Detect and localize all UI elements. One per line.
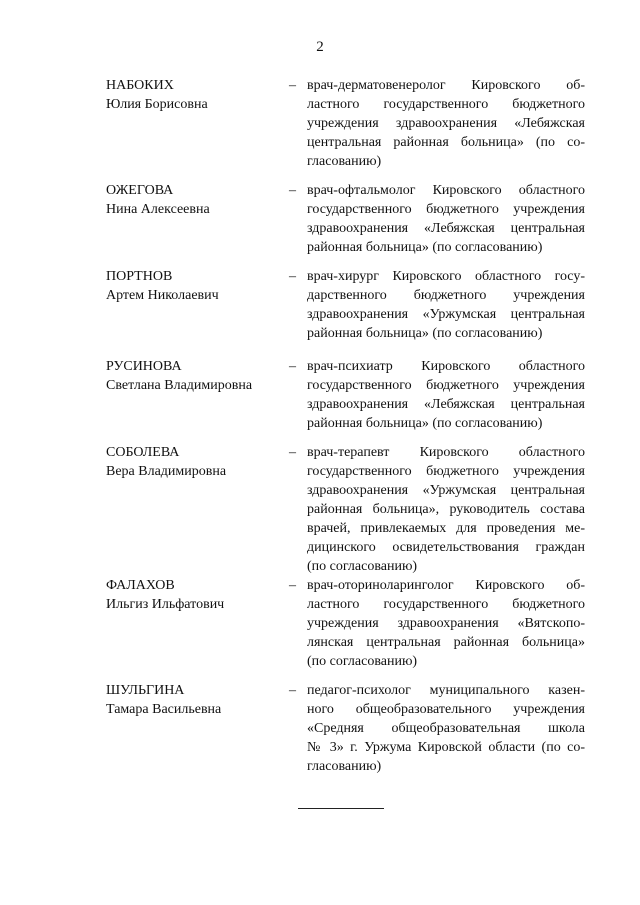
role-line: учреждения здравоохранения «Вятскопо- [307, 616, 585, 631]
role-line: гласованию) [307, 759, 382, 774]
role-line: педагог-психолог муниципального казен- [307, 683, 585, 698]
role-line: ного общеобразовательного учреждения [307, 702, 585, 717]
member-name [106, 357, 276, 395]
member-given-name: Вера Владимировна [106, 464, 227, 479]
role-line: врач-хирург Кировского областного госу- [307, 269, 585, 284]
member-role [307, 181, 585, 257]
role-line: районная больница» (по согласованию) [307, 240, 543, 255]
member-name [106, 267, 276, 305]
role-line: дарственного бюджетного учреждения [307, 288, 585, 303]
role-line: гласованию) [307, 154, 382, 169]
role-line: районная больница» (по согласованию) [307, 326, 543, 341]
dash-separator: – [289, 445, 296, 460]
role-line: здравоохранения «Уржумская центральная [307, 307, 585, 322]
member-surname: ПОРТНОВ [106, 269, 173, 284]
dash-separator: – [289, 78, 296, 93]
role-line: районная больница» (по согласованию) [307, 416, 543, 431]
role-line: врач-дерматовенеролог Кировского об- [307, 78, 585, 93]
role-line: врач-оториноларинголог Кировского об- [307, 578, 585, 593]
role-line: государственного бюджетного учреждения [307, 464, 585, 479]
member-surname: ШУЛЬГИНА [106, 683, 185, 698]
role-line: врачей, привлекаемых для проведения ме- [307, 521, 585, 536]
member-given-name: Светлана Владимировна [106, 378, 253, 393]
member-role [307, 267, 585, 343]
member-role [307, 681, 585, 776]
role-line: № 3» г. Уржума Кировской области (по со- [307, 740, 585, 755]
role-line: государственного бюджетного учреждения [307, 378, 585, 393]
member-given-name: Нина Алексеевна [106, 202, 210, 217]
member-role [307, 576, 585, 671]
role-line: ластного государственного бюджетного [307, 97, 585, 112]
role-line: (по согласованию) [307, 559, 418, 574]
role-line: центральная районная больница» (по со- [307, 135, 585, 150]
dash-separator: – [289, 359, 296, 374]
role-line: здравоохранения «Лебяжская центральная [307, 397, 585, 412]
member-name [106, 576, 276, 614]
dash-separator: – [289, 183, 296, 198]
member-role [307, 76, 585, 171]
role-line: дицинского освидетельствования граждан [307, 540, 585, 555]
role-line: врач-офтальмолог Кировского областного [307, 183, 585, 198]
dash-separator: – [289, 683, 296, 698]
role-line: государственного бюджетного учреждения [307, 202, 585, 217]
role-line: (по согласованию) [307, 654, 418, 669]
member-role [307, 443, 585, 576]
footer-divider [298, 808, 384, 809]
role-line: «Средняя общеобразовательная школа [307, 721, 585, 736]
role-line: учреждения здравоохранения «Лебяжская [307, 116, 585, 131]
member-name [106, 443, 276, 481]
member-surname: РУСИНОВА [106, 359, 182, 374]
dash-separator: – [289, 269, 296, 284]
member-given-name: Артем Николаевич [106, 288, 219, 303]
member-given-name: Ильгиз Ильфатович [106, 597, 225, 612]
role-line: здравоохранения «Лебяжская центральная [307, 221, 585, 236]
member-name [106, 181, 276, 219]
member-name [106, 681, 276, 719]
role-line: врач-психиатр Кировского областного [307, 359, 585, 374]
member-given-name: Юлия Борисовна [106, 97, 208, 112]
role-line: здравоохранения «Уржумская центральная [307, 483, 585, 498]
role-line: врач-терапевт Кировского областного [307, 445, 585, 460]
page-number: 2 [316, 39, 324, 55]
dash-separator: – [289, 578, 296, 593]
member-surname: СОБОЛЕВА [106, 445, 180, 460]
role-line: лянская центральная районная больница» [307, 635, 585, 650]
member-given-name: Тамара Васильевна [106, 702, 222, 717]
member-surname: ФАЛАХОВ [106, 578, 175, 593]
member-surname: ОЖЕГОВА [106, 183, 174, 198]
member-role [307, 357, 585, 433]
role-line: ластного государственного бюджетного [307, 597, 585, 612]
member-surname: НАБОКИХ [106, 78, 174, 93]
member-name [106, 76, 276, 114]
role-line: районная больница», руководитель состава [307, 502, 585, 517]
